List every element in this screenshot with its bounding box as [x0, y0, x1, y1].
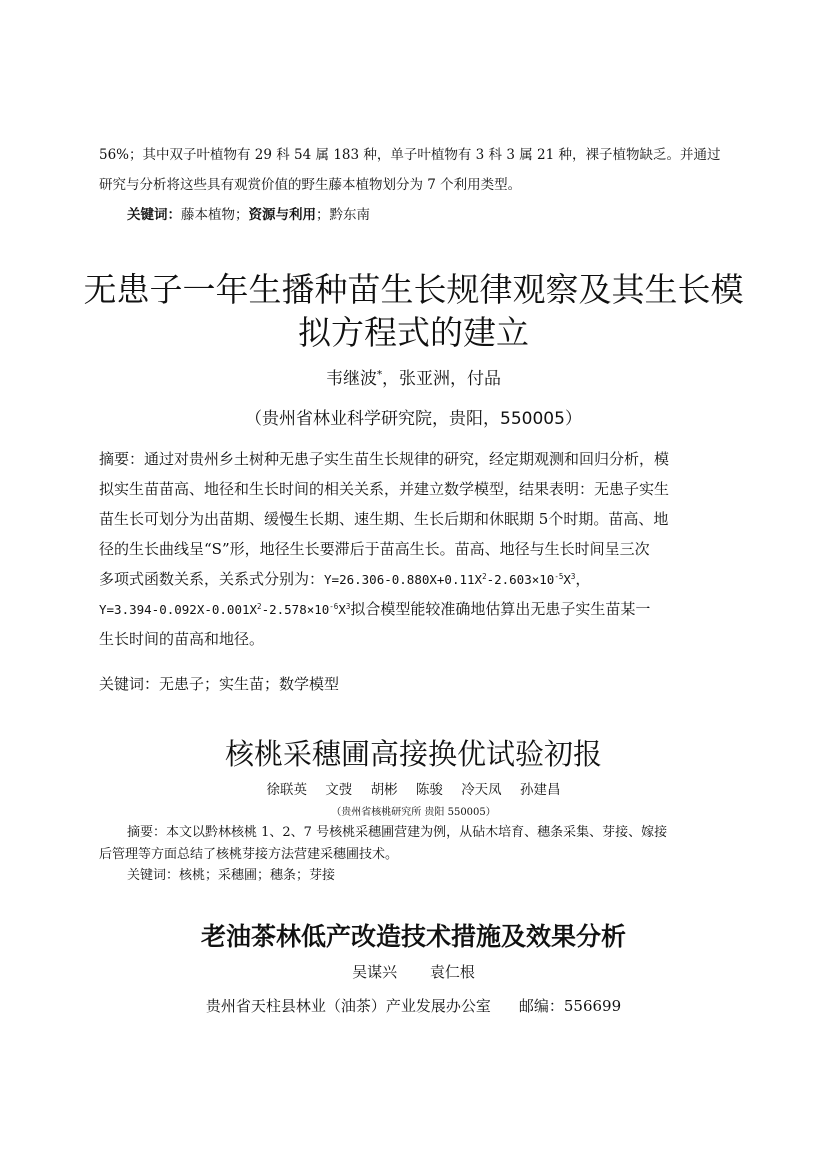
abstract-line: [99, 564, 739, 594]
keywords-label: 关键词：: [127, 207, 181, 223]
equation-part: X: [338, 602, 346, 617]
corresponding-mark: *: [376, 369, 383, 381]
postcode: 邮编：556699: [518, 997, 622, 1015]
abstract-line: 拟实生苗苗高、地径和生长时间的相关关系，并建立数学模型，结果表明：无患子实生: [99, 480, 670, 498]
abstract-line: [99, 594, 739, 624]
abstract-line: 研究与分析将这些具有观赏价值的野生藤本植物划分为 7 个利用类型。: [99, 177, 522, 193]
keywords-line: [127, 203, 739, 233]
article-affiliation: [60, 995, 767, 1016]
abstract-text: 多项式函数关系，关系式分别为：: [99, 570, 325, 588]
author: 韦继波: [325, 369, 377, 389]
title-line: 无患子一年生播种苗生长规律观察及其生长模: [83, 270, 744, 309]
article-abstract: [99, 822, 739, 866]
abstract-line: 生长时间的苗高和地径。: [99, 630, 265, 648]
article-authors: [60, 961, 767, 982]
author: 孙建昌: [519, 782, 561, 798]
abstract-line: 苗生长可划分为出苗期、缓慢生长期、速生期、生长后期和休眠期 5个时期。苗高、地: [99, 510, 669, 528]
abstract-line: 摘要：通过对贵州乡土树种无患子实生苗生长规律的研究，经定期观测和回归分析，模: [99, 450, 670, 468]
abstract-line: 后管理等方面总结了核桃芽接方法营建采穗圃技术。: [99, 847, 399, 862]
equation-diameter: [99, 602, 350, 617]
exponent: 3: [345, 601, 351, 611]
title-line: 拟方程式的建立: [298, 313, 529, 352]
article-authors: [60, 778, 767, 798]
previous-abstract-tail: [99, 143, 739, 233]
author: 吴谋兴: [352, 963, 398, 981]
equation-part: Y=26.306-0.880X+0.11X: [324, 572, 483, 587]
keywords-line: 关键词：核桃；采穗圃；穗条；芽接: [127, 868, 336, 883]
keyword-separator: ；: [235, 207, 249, 223]
author: 陈骏: [415, 782, 443, 798]
exponent: -5: [554, 571, 564, 581]
exponent: 3: [570, 571, 576, 581]
author: 袁仁根: [429, 963, 475, 981]
article-authors: [60, 364, 767, 389]
article-title: [60, 268, 767, 354]
author: 胡彬: [370, 782, 398, 798]
keyword: 资源与利用: [248, 207, 316, 223]
article-abstract: [99, 444, 739, 654]
authors-rest: ，张亚洲，付品: [382, 369, 502, 389]
author: 文弢: [325, 782, 353, 798]
abstract-line: 径的生长曲线呈“S”形，地径生长要滞后于苗高生长。苗高、地径与生长时间呈三次: [99, 540, 650, 558]
equation-part: -2.603×10: [486, 572, 555, 587]
article-affiliation: （贵州省林业科学研究院，贵阳，550005）: [245, 409, 582, 429]
exponent: -6: [329, 601, 339, 611]
exponent: 2: [257, 601, 262, 611]
abstract-line: 56%；其中双子叶植物有 29 科 54 属 183 种，单子叶植物有 3 科 3 属 21 种，裸子植物缺乏。并通过: [99, 147, 721, 163]
exponent: 2: [482, 571, 487, 581]
equation-part: X: [563, 572, 571, 587]
article-title: 核桃采穗圃高接换优试验初报: [224, 737, 602, 771]
punctuation: ，: [575, 570, 591, 588]
equation-part: -2.578×10: [261, 602, 330, 617]
keyword: 黔东南: [329, 207, 370, 223]
equation-part: Y=3.394-0.092X-0.001X: [99, 602, 258, 617]
keyword: 藤本植物: [181, 207, 235, 223]
author: 冷天凤: [461, 782, 502, 798]
article-affiliation: （贵州省核桃研究所 贵阳 550005）: [331, 807, 496, 818]
keyword-separator: ；: [316, 207, 330, 223]
abstract-text: 拟合模型能较准确地估算出无患子实生苗某一: [350, 600, 651, 618]
affiliation-text: 贵州省天柱县林业（油茶）产业发展办公室: [205, 997, 491, 1015]
author: 徐联英: [266, 782, 307, 798]
keywords-line: 关键词：无患子；实生苗；数学模型: [99, 675, 340, 693]
abstract-line: 摘要：本文以黔林核桃 1、2、7 号核桃采穗圃营建为例，从砧木培育、穗条采集、芽接、嫁接: [127, 825, 668, 840]
article-title: 老油茶林低产改造技术措施及效果分析: [200, 922, 626, 951]
equation-height: [324, 572, 575, 587]
